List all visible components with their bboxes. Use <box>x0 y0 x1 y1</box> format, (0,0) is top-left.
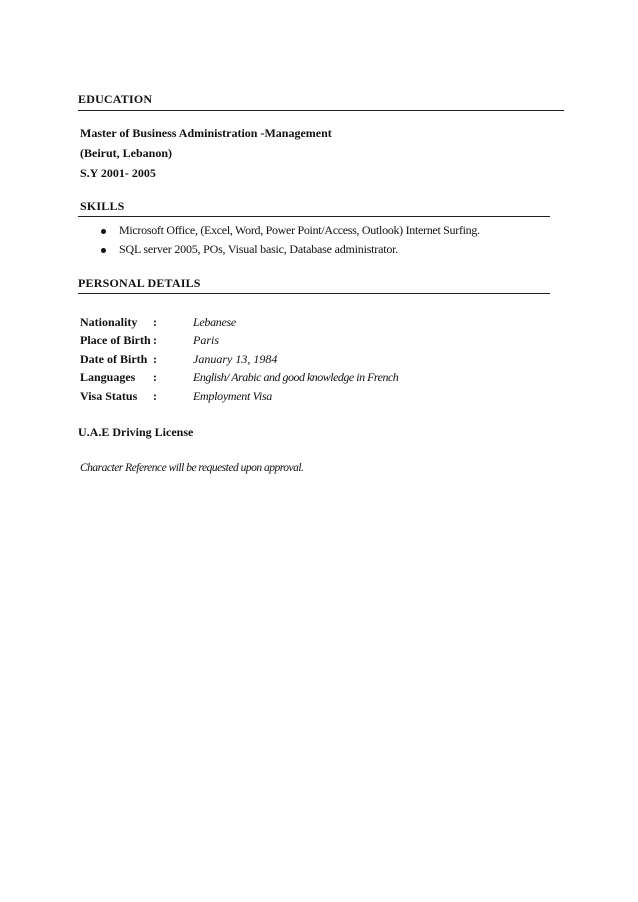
detail-value-nationality: Lebanese <box>193 315 236 329</box>
personal-details-divider <box>78 293 550 294</box>
detail-label-place-of-birth: Place of Birth <box>80 333 151 347</box>
detail-label-nationality: Nationality <box>80 315 138 329</box>
detail-value-visa-status: Employment Visa <box>193 389 272 403</box>
skills-heading: SKILLS <box>80 199 125 213</box>
detail-colon: : <box>153 333 157 347</box>
detail-label-visa-status: Visa Status <box>80 389 138 403</box>
character-reference-note: Character Reference will be requested upon approval. <box>80 462 304 474</box>
bullet-icon <box>101 229 106 234</box>
bullet-icon <box>101 248 106 253</box>
skill-item: SQL server 2005, POs, Visual basic, Database administrator. <box>119 242 399 256</box>
skills-divider <box>78 216 550 217</box>
degree-line: Master of Business Administration -Management <box>80 126 332 140</box>
personal-details-heading: PERSONAL DETAILS <box>78 276 201 290</box>
detail-value-languages: English/ Arabic and good knowledge in French <box>193 370 399 384</box>
detail-label-languages: Languages <box>80 370 136 384</box>
detail-colon: : <box>153 352 157 366</box>
detail-value-date-of-birth: January 13, 1984 <box>193 352 278 366</box>
detail-label-date-of-birth: Date of Birth <box>80 352 148 366</box>
detail-value-place-of-birth: Paris <box>193 333 220 347</box>
education-divider <box>78 110 564 111</box>
driving-license-line: U.A.E Driving License <box>78 425 194 439</box>
detail-colon: : <box>153 315 157 329</box>
skill-item: Microsoft Office, (Excel, Word, Power Point/Access, Outlook) Internet Surfing. <box>119 223 480 237</box>
education-heading: EDUCATION <box>78 92 153 106</box>
school-year-line: S.Y 2001- 2005 <box>80 166 156 180</box>
location-line: (Beirut, Lebanon) <box>80 146 173 160</box>
detail-colon: : <box>153 389 157 403</box>
detail-colon: : <box>153 370 157 384</box>
